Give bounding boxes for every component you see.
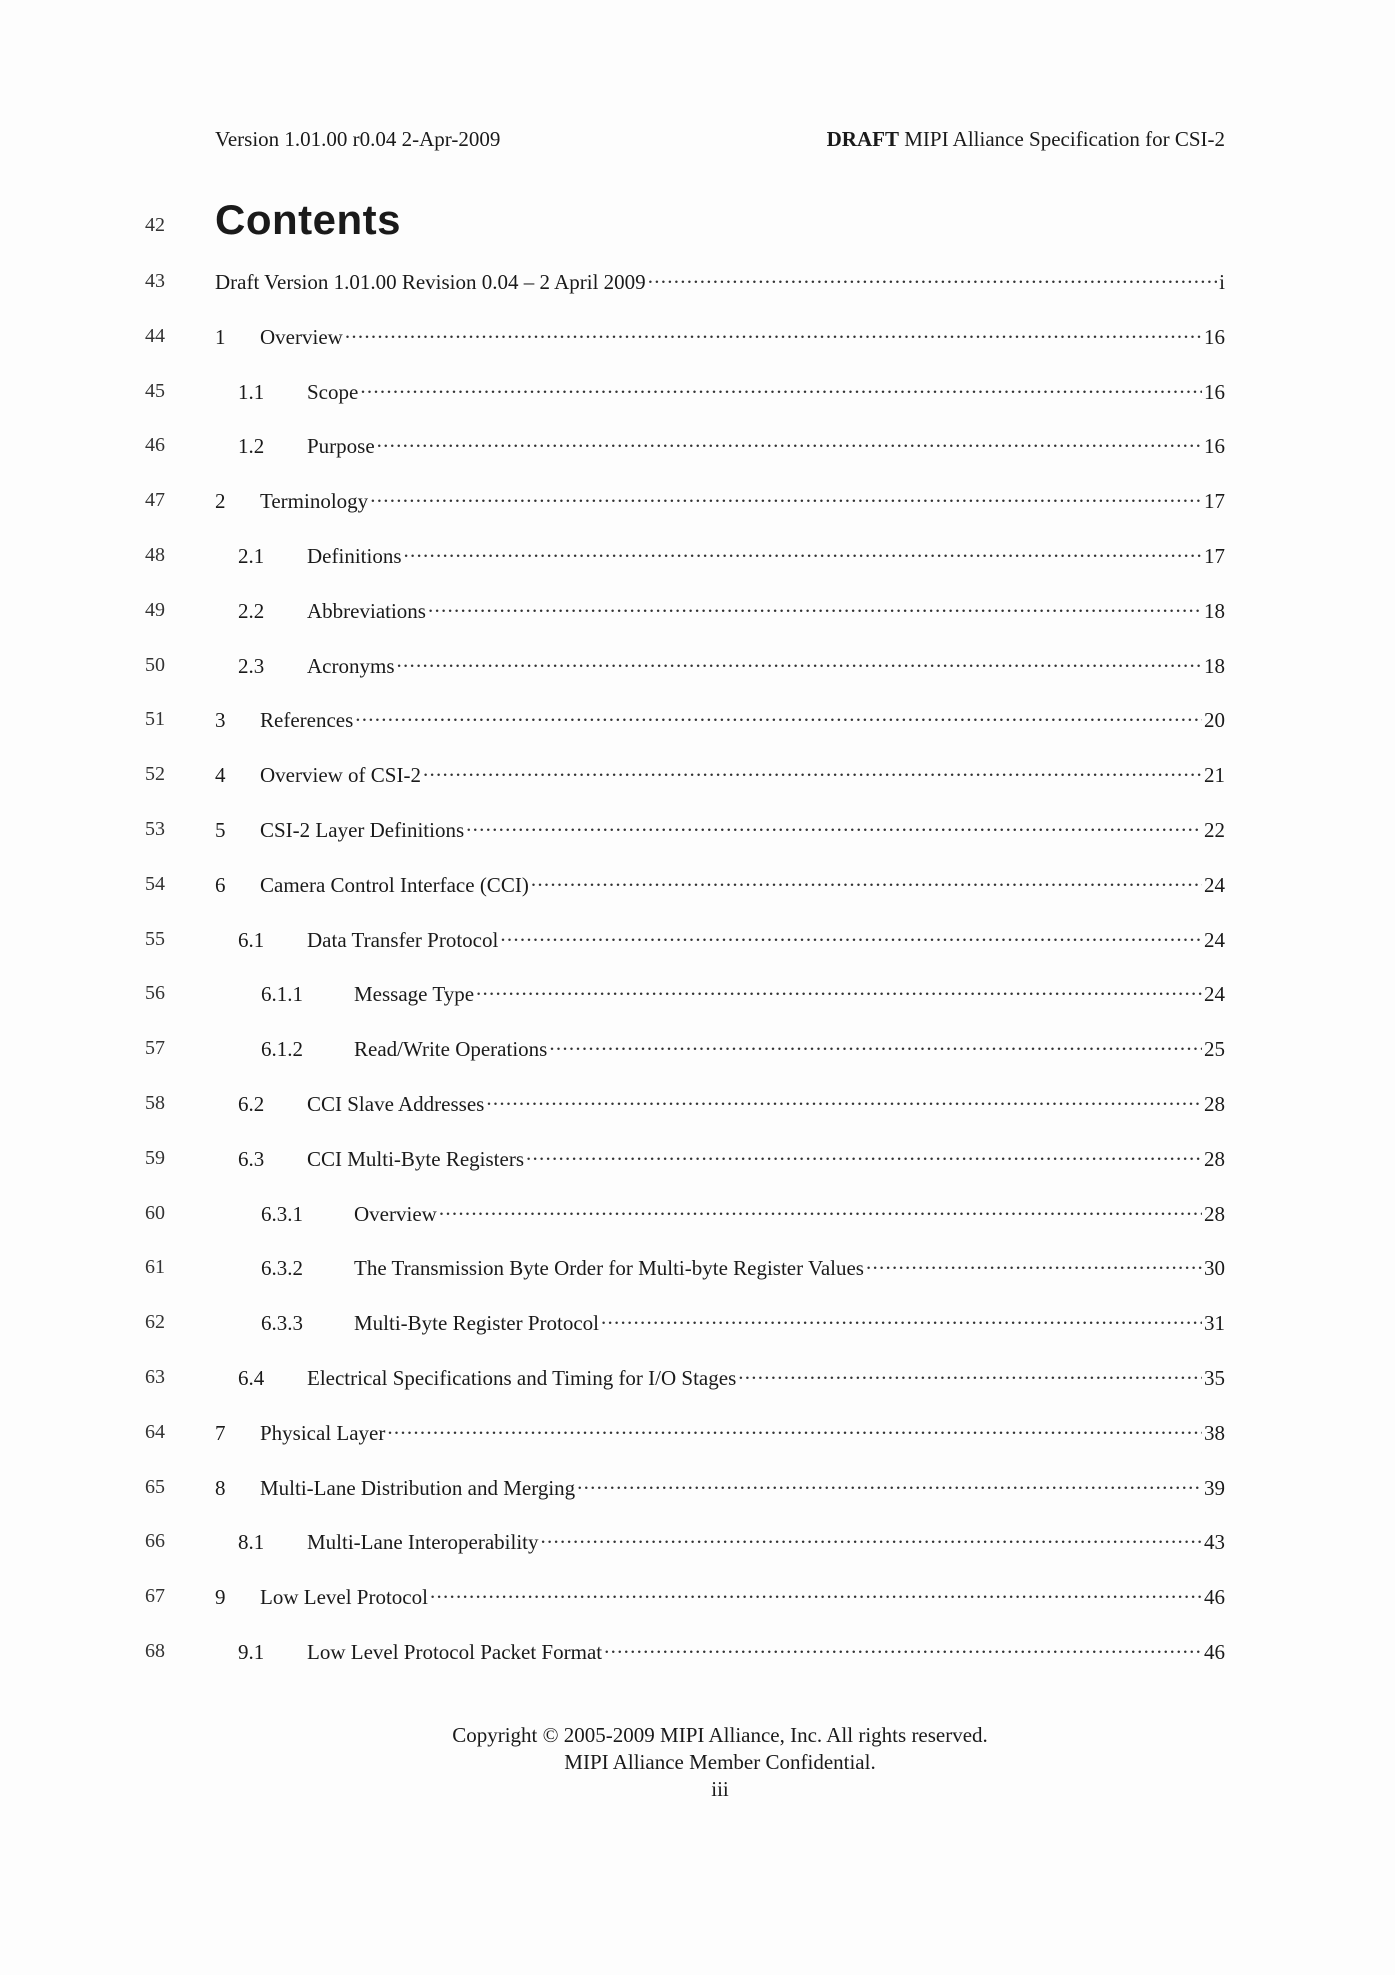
section-title: Data Transfer Protocol [307,927,499,952]
line-number: 62 [145,1311,165,1334]
line-number: 50 [145,653,165,676]
section-number: 8 [215,1475,226,1500]
section-number: 1.2 [238,434,265,459]
toc-entry-link[interactable] [215,1035,1225,1062]
section-number: 2.1 [238,544,265,568]
toc-row [0,1145,1395,1177]
toc-row [0,542,1395,574]
section-title: The Transmission Byte Order for Multi-byte Register Values [354,1256,864,1281]
dot-leader [355,706,1202,727]
dot-leader [866,1254,1202,1275]
page-reference: 31 [1204,1311,1225,1336]
page-reference: 30 [1204,1256,1225,1281]
draft-label: DRAFT [826,127,899,151]
line-number: 66 [145,1530,165,1553]
toc-row [0,1090,1395,1122]
page-reference: i [1219,270,1225,294]
toc-entry-link[interactable] [215,1638,1225,1665]
section-title: CCI Slave Addresses [307,1092,485,1116]
spec-name: MIPI Alliance Specification for CSI-2 [898,127,1225,151]
line-number: 68 [145,1640,165,1662]
dot-leader [387,1419,1202,1440]
page-reference: 28 [1204,1201,1225,1226]
section-number: 4 [215,763,226,788]
toc-entry-link[interactable] [215,1200,1225,1227]
copyright-notice: Copyright © 2005-2009 MIPI Alliance, Inc. All rights reserved. [452,1723,988,1747]
toc-entry-link[interactable] [215,1254,1225,1281]
page-reference: 18 [1204,653,1225,678]
dot-leader [428,597,1202,618]
toc-row [0,268,1395,300]
page-reference: 43 [1204,1530,1225,1555]
line-number: 48 [145,544,165,566]
confidential-notice: MIPI Alliance Member Confidential. [564,1750,876,1774]
section-number: 7 [215,1420,226,1445]
section-title: Overview [260,324,343,349]
section-number: 6 [215,872,226,897]
dot-leader [601,1309,1202,1330]
page-reference: 18 [1204,598,1225,623]
contents-heading-row [0,196,1395,256]
section-title: Overview [354,1201,437,1226]
section-number: 6.1.1 [261,982,303,1007]
page-reference: 16 [1204,379,1225,404]
page-reference: 38 [1204,1420,1225,1445]
dot-leader [500,926,1202,947]
toc-row [0,1254,1395,1286]
section-number: 2 [215,489,226,514]
section-number: 6.3.2 [261,1256,303,1281]
toc-entry-link[interactable] [215,1364,1225,1391]
section-number: 6.4 [238,1366,265,1390]
section-number: 1 [215,324,226,349]
dot-leader [345,323,1202,344]
toc-row [0,323,1395,355]
spec-title [827,127,1225,152]
page-reference: 46 [1204,1585,1225,1610]
line-number: 59 [145,1146,165,1169]
page-reference: 25 [1204,1037,1225,1062]
toc-entry-link[interactable] [215,1090,1225,1117]
toc-row [0,706,1395,738]
toc-entry-link[interactable] [215,652,1225,679]
dot-leader [577,1474,1202,1495]
toc-row [0,652,1395,684]
dot-leader [486,1090,1202,1111]
toc-entry-link[interactable] [215,1145,1225,1172]
page-reference: 24 [1204,982,1225,1007]
toc-row [0,378,1395,410]
dot-leader [526,1145,1202,1166]
line-number: 49 [145,598,165,621]
section-title: Terminology [260,489,369,514]
toc-entry-link[interactable] [215,1419,1225,1446]
section-title: Physical Layer [260,1420,386,1445]
toc-row [0,487,1395,519]
page-reference: 21 [1204,763,1225,788]
section-title: Overview of CSI-2 [260,763,421,788]
line-number: 52 [145,763,165,786]
section-number: 9.1 [238,1640,265,1664]
section-number: 6.3.3 [261,1311,303,1336]
section-title: Multi-Lane Interoperability [307,1530,539,1555]
page-reference: 24 [1204,872,1225,897]
page-reference: 28 [1204,1092,1225,1116]
toc-entry-link[interactable] [215,980,1225,1007]
page-reference: 17 [1204,489,1225,514]
section-number: 5 [215,818,226,842]
section-number: 2.3 [238,653,265,678]
toc-row [0,816,1395,848]
toc-row [0,761,1395,793]
toc-row [0,1583,1395,1615]
toc-entry-link[interactable] [215,487,1225,514]
page-reference: 20 [1204,708,1225,733]
section-number: 3 [215,708,226,733]
toc-entry-link[interactable] [215,816,1225,843]
line-number: 53 [145,818,165,840]
toc-entry-link[interactable] [215,542,1225,569]
section-number: 6.1.2 [261,1037,303,1062]
dot-leader [423,761,1202,782]
section-number: 1.1 [238,379,265,404]
page-reference: 39 [1204,1475,1225,1500]
page-reference: 24 [1204,927,1225,952]
toc-row [0,597,1395,629]
toc-entry-link[interactable] [215,871,1225,898]
toc-entry-link[interactable] [215,1309,1225,1336]
dot-leader [439,1200,1202,1221]
dot-leader [549,1035,1202,1056]
toc-entry-link[interactable] [215,1583,1225,1610]
section-title: Message Type [354,982,475,1007]
dot-leader [466,816,1202,837]
section-number: 9 [215,1585,226,1610]
dot-leader [397,652,1203,673]
toc-entry-link[interactable] [215,1528,1225,1555]
section-title: Read/Write Operations [354,1037,548,1062]
section-number: 6.2 [238,1092,265,1116]
page-reference: 35 [1204,1366,1225,1390]
toc-row [0,1364,1395,1396]
page-header [215,127,1225,157]
toc-entry-link[interactable] [215,597,1225,624]
toc-entry-link[interactable] [215,323,1225,350]
page-footer [0,1722,1395,1803]
dot-leader [360,378,1202,399]
line-number: 51 [145,708,165,731]
page-number: iii [711,1777,729,1801]
toc-row [0,1528,1395,1560]
section-number: 2.2 [238,598,265,623]
line-number: 61 [145,1256,165,1279]
dot-leader [404,542,1203,563]
page-title: Contents [215,196,401,243]
section-title: Acronyms [307,653,395,678]
version-label: Version 1.01.00 r0.04 2-Apr-2009 [215,127,501,151]
line-number: 63 [145,1366,165,1388]
toc-entry-link[interactable] [215,432,1225,459]
toc-row [0,1200,1395,1232]
toc-entry-link[interactable] [215,1474,1225,1501]
section-title: Scope [307,379,359,404]
section-title: Electrical Specifications and Timing for I/O Stages [307,1366,737,1390]
line-number: 60 [145,1201,165,1224]
dot-leader [430,1583,1202,1604]
dot-leader [370,487,1202,508]
toc-row [0,432,1395,464]
page-reference: 46 [1204,1640,1225,1664]
page-reference: 16 [1204,324,1225,349]
toc-entry-link[interactable] [215,268,1225,295]
section-title: Low Level Protocol Packet Format [307,1640,603,1664]
section-title: Camera Control Interface (CCI) [260,872,529,897]
toc-entry-link[interactable] [215,706,1225,733]
section-title: Abbreviations [307,598,426,623]
line-number: 67 [145,1585,165,1608]
section-title: CSI-2 Layer Definitions [260,818,465,842]
line-number: 54 [145,872,165,895]
line-number: 58 [145,1092,165,1114]
section-number: 6.1 [238,927,265,952]
line-number: 45 [145,379,165,402]
toc-row [0,926,1395,958]
line-number: 42 [145,214,165,236]
section-title: Definitions [307,544,402,568]
line-number: 64 [145,1420,165,1443]
toc-row [0,980,1395,1012]
toc-row [0,1309,1395,1341]
section-title: Draft Version 1.01.00 Revision 0.04 – 2 April 2009 [215,270,646,294]
toc-entry-link[interactable] [215,761,1225,788]
section-title: CCI Multi-Byte Registers [307,1146,524,1171]
dot-leader [648,268,1217,289]
section-number: 6.3.1 [261,1201,303,1226]
line-number: 57 [145,1037,165,1060]
section-title: References [260,708,354,733]
section-number: 8.1 [238,1530,265,1555]
page-reference: 22 [1204,818,1225,842]
section-title: Multi-Lane Distribution and Merging [260,1475,576,1500]
line-number: 65 [145,1475,165,1498]
dot-leader [531,871,1202,892]
toc-row [0,871,1395,903]
line-number: 56 [145,982,165,1005]
section-title: Low Level Protocol [260,1585,428,1610]
page-reference: 17 [1204,544,1225,568]
line-number: 43 [145,270,165,292]
page-reference: 16 [1204,434,1225,459]
page-reference: 28 [1204,1146,1225,1171]
line-number: 47 [145,489,165,512]
toc-row [0,1419,1395,1451]
section-number: 6.3 [238,1146,265,1171]
dot-leader [377,432,1202,453]
toc-entry-link[interactable] [215,926,1225,953]
line-number: 44 [145,324,165,347]
dot-leader [541,1528,1202,1549]
dot-leader [604,1638,1202,1659]
dot-leader [738,1364,1202,1385]
toc-row [0,1638,1395,1670]
line-number: 55 [145,927,165,950]
section-title: Purpose [307,434,375,459]
toc-entry-link[interactable] [215,378,1225,405]
toc-row [0,1035,1395,1067]
line-number: 46 [145,434,165,457]
dot-leader [476,980,1202,1001]
section-title: Multi-Byte Register Protocol [354,1311,599,1336]
toc-row [0,1474,1395,1506]
